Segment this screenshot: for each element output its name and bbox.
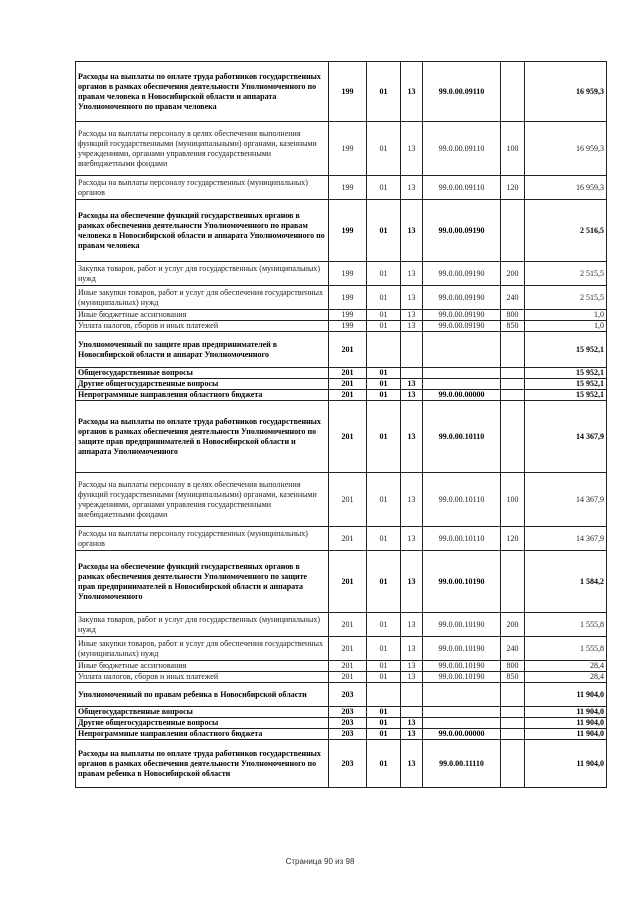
- expense-name: Расходы на выплаты персоналу государственных (муниципальных) органов: [76, 527, 329, 551]
- subsection-code: 13: [401, 200, 423, 262]
- department-code: 199: [329, 200, 367, 262]
- section-code: 01: [367, 473, 401, 527]
- department-code: 201: [329, 551, 367, 613]
- expense-type-code: 200: [501, 613, 525, 637]
- table-row: [76, 368, 607, 379]
- department-code: 199: [329, 286, 367, 310]
- subsection-code: [401, 683, 423, 707]
- department-code: 201: [329, 401, 367, 473]
- expense-type-code: 800: [501, 661, 525, 672]
- section-code: 01: [367, 718, 401, 729]
- table-row: [76, 672, 607, 683]
- section-code: [367, 332, 401, 368]
- expense-type-code: [501, 332, 525, 368]
- subsection-code: 13: [401, 286, 423, 310]
- section-code: 01: [367, 637, 401, 661]
- table-row: [76, 637, 607, 661]
- amount: 15 952,1: [525, 390, 607, 401]
- target-article-code: 99.0.00.10190: [423, 672, 501, 683]
- department-code: 201: [329, 661, 367, 672]
- department-code: 201: [329, 672, 367, 683]
- department-code: 199: [329, 62, 367, 122]
- target-article-code: [423, 718, 501, 729]
- subsection-code: 13: [401, 613, 423, 637]
- expense-type-code: [501, 707, 525, 718]
- table-row: [76, 262, 607, 286]
- amount: 16 959,3: [525, 62, 607, 122]
- expense-type-code: [501, 401, 525, 473]
- section-code: 01: [367, 661, 401, 672]
- target-article-code: [423, 379, 501, 390]
- department-code: 199: [329, 310, 367, 321]
- table-row: [76, 332, 607, 368]
- expense-name: Расходы на выплаты по оплате труда работников государственных органов в рамках обеспечения деятельности Уполномоченного по защите прав предпринимателей в Новосибирской области и аппарата Уполномоченного: [76, 401, 329, 473]
- subsection-code: 13: [401, 401, 423, 473]
- expense-name: Иные бюджетные ассигнования: [76, 661, 329, 672]
- expense-type-code: 240: [501, 637, 525, 661]
- expense-name: Уполномоченный по защите прав предпринимателей в Новосибирской области и аппарат Уполномоченного: [76, 332, 329, 368]
- department-code: 203: [329, 707, 367, 718]
- section-code: 01: [367, 613, 401, 637]
- target-article-code: 99.0.00.09190: [423, 321, 501, 332]
- target-article-code: 99.0.00.09110: [423, 176, 501, 200]
- subsection-code: 13: [401, 321, 423, 332]
- subsection-code: 13: [401, 527, 423, 551]
- section-code: 01: [367, 310, 401, 321]
- subsection-code: 13: [401, 661, 423, 672]
- expense-name: Уплата налогов, сборов и иных платежей: [76, 321, 329, 332]
- expense-type-code: 800: [501, 310, 525, 321]
- expense-type-code: [501, 718, 525, 729]
- table-row: [76, 390, 607, 401]
- amount: 2 515,5: [525, 262, 607, 286]
- department-code: 203: [329, 729, 367, 740]
- subsection-code: 13: [401, 62, 423, 122]
- subsection-code: [401, 368, 423, 379]
- department-code: 199: [329, 262, 367, 286]
- target-article-code: 99.0.00.11110: [423, 740, 501, 788]
- amount: 14 367,9: [525, 401, 607, 473]
- section-code: 01: [367, 672, 401, 683]
- subsection-code: [401, 707, 423, 718]
- target-article-code: 99.0.00.10190: [423, 661, 501, 672]
- target-article-code: [423, 683, 501, 707]
- expense-type-code: [501, 379, 525, 390]
- department-code: 201: [329, 473, 367, 527]
- table-row: [76, 401, 607, 473]
- expense-type-code: 120: [501, 176, 525, 200]
- department-code: 201: [329, 368, 367, 379]
- expense-name: Расходы на выплаты персоналу государственных (муниципальных) органов: [76, 176, 329, 200]
- section-code: 01: [367, 368, 401, 379]
- target-article-code: [423, 707, 501, 718]
- expense-type-code: 100: [501, 473, 525, 527]
- expense-type-code: [501, 368, 525, 379]
- target-article-code: [423, 368, 501, 379]
- subsection-code: 13: [401, 718, 423, 729]
- budget-table: [75, 61, 607, 788]
- table-row: [76, 740, 607, 788]
- department-code: 201: [329, 613, 367, 637]
- expense-type-code: 200: [501, 262, 525, 286]
- budget-sheet: [75, 61, 606, 788]
- expense-type-code: [501, 390, 525, 401]
- amount: 15 952,1: [525, 379, 607, 390]
- amount: 14 367,9: [525, 527, 607, 551]
- department-code: 199: [329, 176, 367, 200]
- target-article-code: 99.0.00.10190: [423, 637, 501, 661]
- table-row: [76, 613, 607, 637]
- table-row: [76, 286, 607, 310]
- amount: 16 959,3: [525, 176, 607, 200]
- table-row: [76, 200, 607, 262]
- target-article-code: 99.0.00.09110: [423, 62, 501, 122]
- expense-name: Закупка товаров, работ и услуг для государственных (муниципальных) нужд: [76, 262, 329, 286]
- subsection-code: 13: [401, 310, 423, 321]
- subsection-code: 13: [401, 637, 423, 661]
- section-code: 01: [367, 62, 401, 122]
- amount: 16 959,3: [525, 122, 607, 176]
- expense-type-code: 100: [501, 122, 525, 176]
- expense-type-code: [501, 200, 525, 262]
- department-code: 201: [329, 390, 367, 401]
- subsection-code: 13: [401, 672, 423, 683]
- section-code: 01: [367, 729, 401, 740]
- expense-type-code: [501, 551, 525, 613]
- subsection-code: 13: [401, 729, 423, 740]
- page-number: Страница 90 из 98: [285, 857, 355, 866]
- department-code: 201: [329, 332, 367, 368]
- target-article-code: 99.0.00.09190: [423, 200, 501, 262]
- expense-name: Расходы на выплаты по оплате труда работников государственных органов в рамках обеспечения деятельности Уполномоченного по правам ребенка в Новосибирской области: [76, 740, 329, 788]
- amount: 15 952,1: [525, 368, 607, 379]
- subsection-code: [401, 332, 423, 368]
- section-code: 01: [367, 176, 401, 200]
- section-code: 01: [367, 527, 401, 551]
- department-code: 203: [329, 683, 367, 707]
- section-code: 01: [367, 401, 401, 473]
- amount: 11 904,0: [525, 707, 607, 718]
- section-code: 01: [367, 390, 401, 401]
- target-article-code: 99.0.00.10110: [423, 401, 501, 473]
- table-row: [76, 176, 607, 200]
- section-code: 01: [367, 321, 401, 332]
- table-row: [76, 527, 607, 551]
- section-code: 01: [367, 200, 401, 262]
- amount: 15 952,1: [525, 332, 607, 368]
- amount: 11 904,0: [525, 718, 607, 729]
- expense-name: Иные бюджетные ассигнования: [76, 310, 329, 321]
- expense-name: Другие общегосударственные вопросы: [76, 379, 329, 390]
- section-code: 01: [367, 286, 401, 310]
- expense-type-code: [501, 683, 525, 707]
- table-row: [76, 718, 607, 729]
- department-code: 203: [329, 740, 367, 788]
- target-article-code: 99.0.00.09190: [423, 286, 501, 310]
- expense-name: Непрограммные направления областного бюджета: [76, 390, 329, 401]
- expense-type-code: [501, 729, 525, 740]
- expense-name: Расходы на выплаты по оплате труда работников государственных органов в рамках обеспечения деятельности Уполномоченного по правам человека в Новосибирской области и аппарата Уполномоченного по правам человека: [76, 62, 329, 122]
- subsection-code: 13: [401, 262, 423, 286]
- subsection-code: 13: [401, 551, 423, 613]
- amount: 1 555,8: [525, 637, 607, 661]
- amount: 14 367,9: [525, 473, 607, 527]
- subsection-code: 13: [401, 122, 423, 176]
- amount: 1,0: [525, 310, 607, 321]
- target-article-code: [423, 332, 501, 368]
- target-article-code: 99.0.00.10190: [423, 613, 501, 637]
- expense-name: Иные закупки товаров, работ и услуг для обеспечения государственных (муниципальных) нужд: [76, 286, 329, 310]
- table-row: [76, 310, 607, 321]
- expense-type-code: 240: [501, 286, 525, 310]
- expense-name: Общегосударственные вопросы: [76, 368, 329, 379]
- target-article-code: 99.0.00.10110: [423, 527, 501, 551]
- amount: 11 904,0: [525, 740, 607, 788]
- expense-name: Непрограммные направления областного бюджета: [76, 729, 329, 740]
- department-code: 201: [329, 379, 367, 390]
- table-row: [76, 473, 607, 527]
- amount: 11 904,0: [525, 683, 607, 707]
- expense-name: Расходы на выплаты персоналу в целях обеспечения выполнения функций государственными (муниципальными) органами, казенными учреждениями, органами управления государственными внебюджетными фондами: [76, 122, 329, 176]
- table-row: [76, 62, 607, 122]
- department-code: 199: [329, 321, 367, 332]
- table-row: [76, 379, 607, 390]
- table-row: [76, 707, 607, 718]
- department-code: 199: [329, 122, 367, 176]
- target-article-code: 99.0.00.00000: [423, 729, 501, 740]
- expense-name: Расходы на обеспечение функций государственных органов в рамках обеспечения деятельности Уполномоченного по правам человека в Новосибирской области и аппарата Уполномоченного по правам человека: [76, 200, 329, 262]
- table-row: [76, 321, 607, 332]
- expense-type-code: 120: [501, 527, 525, 551]
- section-code: [367, 683, 401, 707]
- amount: 1,0: [525, 321, 607, 332]
- section-code: 01: [367, 122, 401, 176]
- subsection-code: 13: [401, 379, 423, 390]
- department-code: 201: [329, 527, 367, 551]
- table-row: [76, 661, 607, 672]
- expense-type-code: 850: [501, 321, 525, 332]
- table-row: [76, 683, 607, 707]
- expense-name: Уплата налогов, сборов и иных платежей: [76, 672, 329, 683]
- subsection-code: 13: [401, 740, 423, 788]
- amount: 2 516,5: [525, 200, 607, 262]
- expense-name: Общегосударственные вопросы: [76, 707, 329, 718]
- expense-name: Расходы на выплаты персоналу в целях обеспечения выполнения функций государственными (муниципальными) органами, казенными учреждениями, органами управления государственными внебюджетными фондами: [76, 473, 329, 527]
- table-row: [76, 729, 607, 740]
- expense-type-code: [501, 62, 525, 122]
- table-row: [76, 122, 607, 176]
- subsection-code: 13: [401, 390, 423, 401]
- section-code: 01: [367, 379, 401, 390]
- target-article-code: 99.0.00.09110: [423, 122, 501, 176]
- section-code: 01: [367, 707, 401, 718]
- amount: 28,4: [525, 661, 607, 672]
- target-article-code: 99.0.00.10110: [423, 473, 501, 527]
- amount: 28,4: [525, 672, 607, 683]
- department-code: 203: [329, 718, 367, 729]
- section-code: 01: [367, 740, 401, 788]
- section-code: 01: [367, 262, 401, 286]
- subsection-code: 13: [401, 176, 423, 200]
- expense-type-code: 850: [501, 672, 525, 683]
- expense-name: Расходы на обеспечение функций государственных органов в рамках обеспечения деятельности Уполномоченного по защите прав предпринимателей в Новосибирской области и аппарата Уполномоченного: [76, 551, 329, 613]
- table-row: [76, 551, 607, 613]
- expense-name: Иные закупки товаров, работ и услуг для обеспечения государственных (муниципальных) нужд: [76, 637, 329, 661]
- target-article-code: 99.0.00.00000: [423, 390, 501, 401]
- expense-name: Уполномоченный по правам ребенка в Новосибирской области: [76, 683, 329, 707]
- target-article-code: 99.0.00.09190: [423, 310, 501, 321]
- department-code: 201: [329, 637, 367, 661]
- amount: 1 555,8: [525, 613, 607, 637]
- target-article-code: 99.0.00.09190: [423, 262, 501, 286]
- subsection-code: 13: [401, 473, 423, 527]
- section-code: 01: [367, 551, 401, 613]
- target-article-code: 99.0.00.10190: [423, 551, 501, 613]
- amount: 11 904,0: [525, 729, 607, 740]
- amount: 2 515,5: [525, 286, 607, 310]
- expense-type-code: [501, 740, 525, 788]
- expense-name: Закупка товаров, работ и услуг для государственных (муниципальных) нужд: [76, 613, 329, 637]
- amount: 1 584,2: [525, 551, 607, 613]
- expense-name: Другие общегосударственные вопросы: [76, 718, 329, 729]
